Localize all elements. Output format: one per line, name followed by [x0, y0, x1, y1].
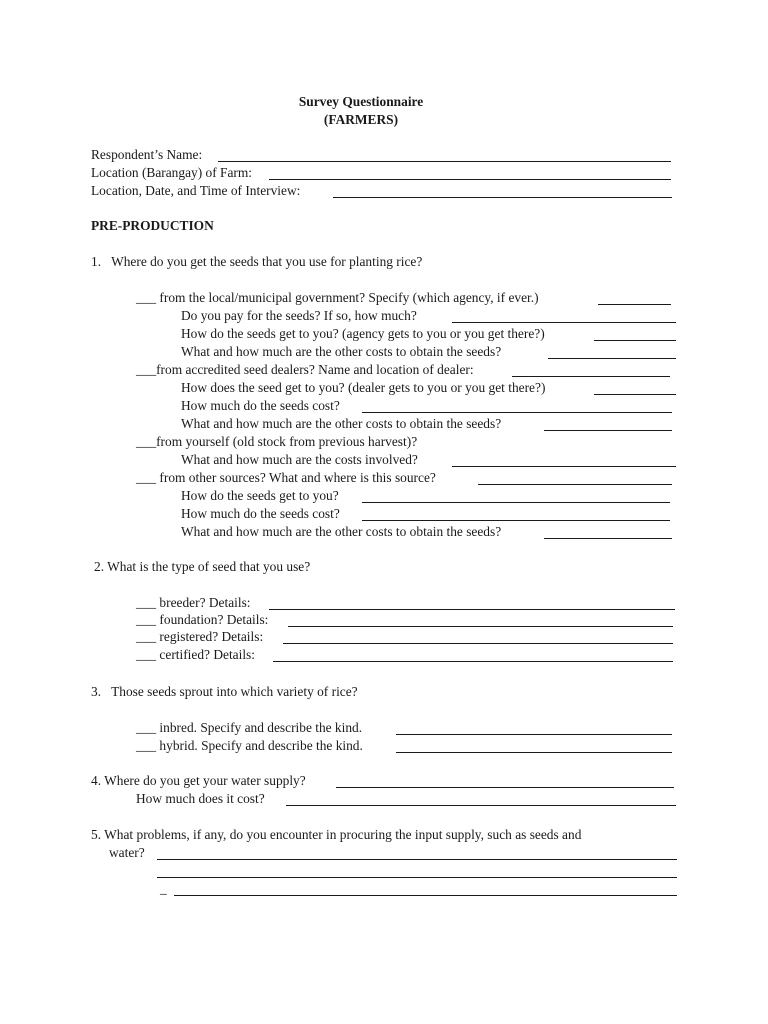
q2-breeder-field[interactable]: [269, 609, 675, 610]
q1-other-cost: How much do the seeds cost?: [181, 506, 340, 521]
q3-hybrid-field[interactable]: [396, 752, 672, 753]
q2-option-foundation: ___ foundation? Details:: [136, 612, 269, 627]
q5-dash-mark: _: [160, 881, 167, 896]
q2-certified-field[interactable]: [273, 661, 673, 662]
q1-government-other-costs-field[interactable]: [548, 358, 676, 359]
q2-option-registered: ___ registered? Details:: [136, 629, 264, 644]
q5-answer-line-1[interactable]: [157, 859, 677, 860]
q1-dealers-cost-field[interactable]: [362, 412, 672, 413]
q1-option-self: ___from yourself (old stock from previous harvest)?: [136, 434, 418, 449]
q3-option-inbred: ___ inbred. Specify and describe the kind.: [136, 720, 363, 735]
q1-government-other-costs: What and how much are the other costs to obtain the seeds?: [181, 344, 502, 359]
respondent-name-label: Respondent’s Name:: [91, 147, 203, 162]
q1-dealers-other-costs-field[interactable]: [544, 430, 672, 431]
q4-cost-label: How much does it cost?: [136, 791, 265, 806]
q1-other-other-costs: What and how much are the other costs to obtain the seeds?: [181, 524, 502, 539]
question-5: 5. What problems, if any, do you encounter in procuring the input supply, such as seeds and: [91, 827, 582, 842]
q1-government-pay: Do you pay for the seeds? If so, how much?: [181, 308, 417, 323]
q2-foundation-field[interactable]: [288, 626, 673, 627]
q2-option-breeder: ___ breeder? Details:: [136, 595, 251, 610]
q1-other-delivery: How do the seeds get to you?: [181, 488, 339, 503]
document-title: Survey Questionnaire: [298, 94, 424, 109]
question-2: 2. What is the type of seed that you use?: [94, 559, 311, 574]
question-3: 3. Those seeds sprout into which variety of rice?: [91, 684, 358, 699]
interview-info-label: Location, Date, and Time of Interview:: [91, 183, 301, 198]
question-1: 1. Where do you get the seeds that you use for planting rice?: [91, 254, 423, 269]
q1-government-delivery-field[interactable]: [594, 340, 676, 341]
q2-registered-field[interactable]: [283, 643, 673, 644]
q3-inbred-field[interactable]: [396, 734, 672, 735]
q4-water-supply-field[interactable]: [336, 787, 674, 788]
q1-other-other-costs-field[interactable]: [544, 538, 672, 539]
section-heading: PRE-PRODUCTION: [91, 218, 214, 233]
q1-government-delivery: How do the seeds get to you? (agency gets to you or you get there?): [181, 326, 545, 341]
q1-self-costs-field[interactable]: [452, 466, 676, 467]
respondent-name-field[interactable]: [218, 161, 671, 162]
q1-dealers-other-costs: What and how much are the other costs to obtain the seeds?: [181, 416, 502, 431]
interview-info-field[interactable]: [333, 197, 672, 198]
q1-other-cost-field[interactable]: [362, 520, 670, 521]
q1-dealers-cost: How much do the seeds cost?: [181, 398, 340, 413]
q5-answer-line-3[interactable]: [174, 895, 677, 896]
q1-option-other-sources: ___ from other sources? What and where is this source?: [136, 470, 436, 485]
question-4: 4. Where do you get your water supply?: [91, 773, 306, 788]
q1-dealers-delivery: How does the seed get to you? (dealer gets to you or you get there?): [181, 380, 546, 395]
q5-answer-line-2[interactable]: [157, 877, 677, 878]
q1-option-government: ___ from the local/municipal government? Specify (which agency, if ever.): [136, 290, 539, 305]
q1-option-dealers: ___from accredited seed dealers? Name and location of dealer:: [136, 362, 474, 377]
q2-option-certified: ___ certified? Details:: [136, 647, 255, 662]
document-subtitle: (FARMERS): [323, 112, 399, 127]
farm-location-label: Location (Barangay) of Farm:: [91, 165, 253, 180]
q3-option-hybrid: ___ hybrid. Specify and describe the kind.: [136, 738, 363, 753]
q1-dealers-field[interactable]: [512, 376, 670, 377]
q1-other-sources-field[interactable]: [478, 484, 672, 485]
q1-government-pay-field[interactable]: [452, 322, 676, 323]
q1-government-field[interactable]: [598, 304, 671, 305]
q1-other-delivery-field[interactable]: [362, 502, 670, 503]
farm-location-field[interactable]: [269, 179, 671, 180]
q1-dealers-delivery-field[interactable]: [594, 394, 676, 395]
q4-cost-field[interactable]: [286, 805, 676, 806]
q1-self-costs: What and how much are the costs involved?: [181, 452, 418, 467]
question-5-continuation: water?: [109, 845, 145, 860]
